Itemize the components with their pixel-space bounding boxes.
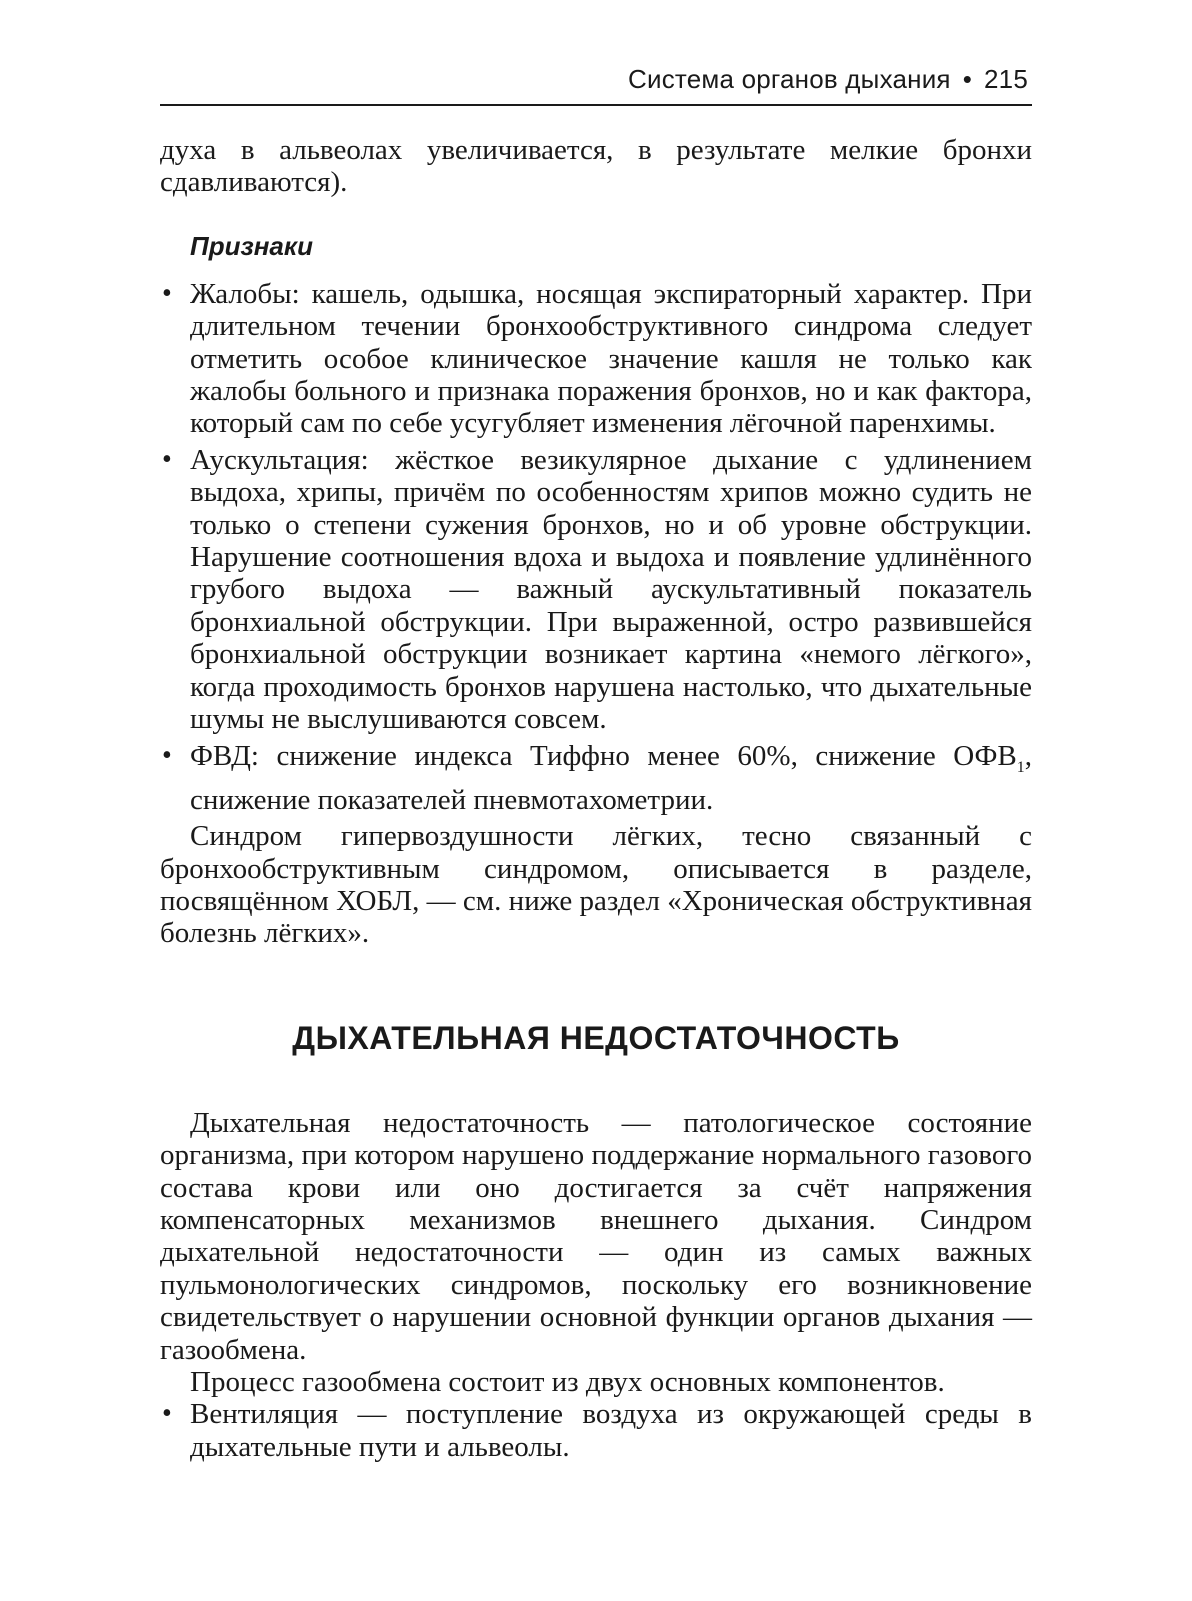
page-number: 215 xyxy=(984,64,1028,94)
hyperair-paragraph: Синдром гипервоздушности лёгких, тесно связанный с бронхообструктивным синдромом, описывается в разделе, посвящённом ХОБЛ, — см. ниже раздел «Хроническая обструктивная болезнь лёгких». xyxy=(160,820,1032,950)
running-head xyxy=(160,60,1032,106)
fvd-text-tail: , снижение показателей пневмотахометрии. xyxy=(190,739,1032,816)
gas-exchange-item-ventilation: • Вентиляция — поступление воздуха из окружающей среды в дыхательные пути и альвеолы. xyxy=(160,1398,1032,1463)
gas-exchange-list xyxy=(160,1398,1032,1463)
book-page xyxy=(160,60,1032,1467)
continuation-paragraph: духа в альвеолах увеличивается, в результате мелкие бронхи сдавливаются). xyxy=(160,134,1032,199)
running-head-text xyxy=(628,64,1028,95)
signs-heading: Признаки xyxy=(190,230,313,261)
signs-item-complaints: • Жалобы: кашель, одышка, носящая экспираторный характер. При длительном течении бронхообструктивного синдрома следует отметить особое клиническое значение кашля не только как жалобы больного и признака поражения бронхов, но и как фактора, который сам по себе усугубляет изменения лёгочной паренхимы. xyxy=(160,278,1032,440)
definition-paragraph: Дыхательная недостаточность — патологическое состояние организма, при котором нарушено поддержание нормального газового состава крови или оно достигается за счёт напряжения компенсаторных механизмов внешнего дыхания. Синдром дыхательной недостаточности — один из самых важных пульмонологических синдромов, поскольку его возникновение свидетельствует о нарушении основной функции органов дыхания — газообмена. xyxy=(160,1106,1032,1366)
header-separator: • xyxy=(962,64,973,94)
fvd-text-main: ФВД: снижение индекса Тиффно менее 60%, снижение ОФВ xyxy=(190,739,1017,772)
section-title: ДЫХАТЕЛЬНАЯ НЕДОСТАТОЧНОСТЬ xyxy=(292,1019,900,1056)
signs-list xyxy=(160,278,1032,816)
running-title: Система органов дыхания xyxy=(628,64,951,94)
signs-item-auscultation: • Аускультация: жёсткое везикулярное дыхание с удлинением выдоха, хрипы, причём по особенностям хрипов можно судить не только о степени сужения бронхов, но и об уровне обструкции. Нарушение соотношения вдоха и выдоха и появление удлинённого грубого выдоха — важный аускультативный показатель бронхиальной обструкции. При выраженной, остро развившейся бронхиальной обструкции возникает картина «немого лёгкого», когда проходимость бронхов нарушена настолько, что дыхательные шумы не выслушиваются совсем. xyxy=(160,444,1032,736)
signs-item-fvd xyxy=(160,740,1032,817)
gas-exchange-paragraph: Процесс газообмена состоит из двух основных компонентов. xyxy=(190,1365,945,1398)
fvd-subscript: 1 xyxy=(1016,758,1025,776)
